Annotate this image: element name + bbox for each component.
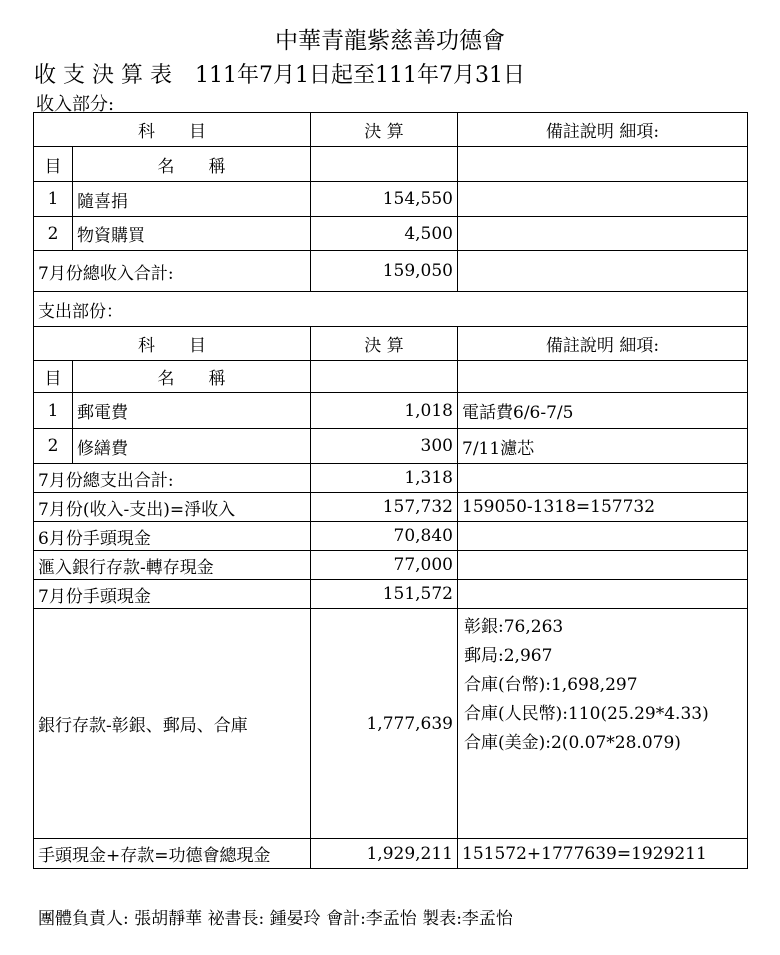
item-amount: 4,500 (311, 217, 458, 251)
expense-subheader-row (34, 361, 748, 393)
item-amount: 1,018 (311, 393, 458, 429)
bank-detail-line: 彰銀:76,263 (464, 617, 564, 637)
summary-row: 7月份總支出合計: 1,318 (34, 464, 748, 493)
bank-detail-line: 合庫(人民幣):110(25.29*4.33) (464, 704, 709, 724)
amount-header: 決 算 (311, 113, 458, 147)
income-header-row (34, 113, 748, 147)
grand-total-label: 手頭現金+存款=功德會總現金 (34, 839, 311, 869)
income-section-label: 收入部分: (36, 94, 115, 115)
grand-total-amount: 1,929,211 (311, 839, 458, 869)
report-period: 111年7月1日起至111年7月31日 (195, 63, 525, 88)
item-name: 郵電費 (73, 393, 311, 429)
grand-total-note: 151572+1777639=1929211 (458, 839, 748, 869)
item-note: 電話費6/6-7/5 (458, 393, 748, 429)
amount-header: 決 算 (311, 327, 458, 361)
item-note: 7/11濾芯 (458, 429, 748, 464)
bank-detail-line: 郵局:2,967 (464, 646, 553, 666)
notes-header: 備註說明 細項: (458, 327, 748, 361)
expense-header-row (34, 327, 748, 361)
grand-total-row (34, 839, 748, 869)
table-row: 2 物資購買 4,500 (34, 217, 748, 251)
expense-section-label: 支出部份： (34, 292, 748, 327)
income-total-row (34, 251, 748, 292)
summary-row: 7月份手頭現金 151,572 (34, 580, 748, 609)
income-subheader-row (34, 147, 748, 182)
notes-header: 備註說明 細項: (458, 113, 748, 147)
item-name: 物資購買 (73, 217, 311, 251)
bank-deposit-row (34, 609, 748, 839)
bank-amount: 1,777,639 (311, 609, 458, 839)
expense-section-row (34, 292, 748, 327)
bank-detail-line: 合庫(台幣):1,698,297 (464, 675, 638, 695)
financial-statement-table (33, 112, 748, 869)
summary-row: 滙入銀行存款-轉存現金 77,000 (34, 551, 748, 580)
item-note (458, 182, 748, 217)
signatures-footer: 團體負責人: 張胡靜華 祕書長: 鍾晏玲 會計:李孟怡 製表:李孟怡 (38, 909, 513, 929)
table-row: 1 郵電費 1,018 電話費6/6-7/5 (34, 393, 748, 429)
income-total-label: 7月份總收入合計: (34, 251, 311, 292)
item-note (458, 217, 748, 251)
bank-detail-line: 合庫(美金):2(0.07*28.079) (464, 733, 681, 753)
index-header: 目 (34, 361, 73, 393)
index-header: 目 (34, 147, 73, 182)
item-amount: 154,550 (311, 182, 458, 217)
item-name: 隨喜捐 (73, 182, 311, 217)
table-row: 2 修繕費 300 7/11濾芯 (34, 429, 748, 464)
name-header: 名 稱 (73, 361, 311, 393)
summary-row: 6月份手頭現金 70,840 (34, 522, 748, 551)
report-type: 收支決算表 (34, 63, 180, 88)
summary-row: 7月份(收入-支出)=淨收入 157,732 159050-1318=157732 (34, 493, 748, 522)
subject-header: 科 目 (34, 113, 311, 147)
org-title: 中華青龍紫慈善功德會 (275, 28, 505, 54)
item-name: 修繕費 (73, 429, 311, 464)
bank-details (458, 609, 748, 839)
subject-header: 科 目 (34, 327, 311, 361)
income-total-amount: 159,050 (311, 251, 458, 292)
table-row: 1 隨喜捐 154,550 (34, 182, 748, 217)
name-header: 名 稱 (73, 147, 311, 182)
report-subtitle (34, 58, 525, 89)
bank-label: 銀行存款-彰銀、郵局、合庫 (34, 609, 311, 839)
item-amount: 300 (311, 429, 458, 464)
